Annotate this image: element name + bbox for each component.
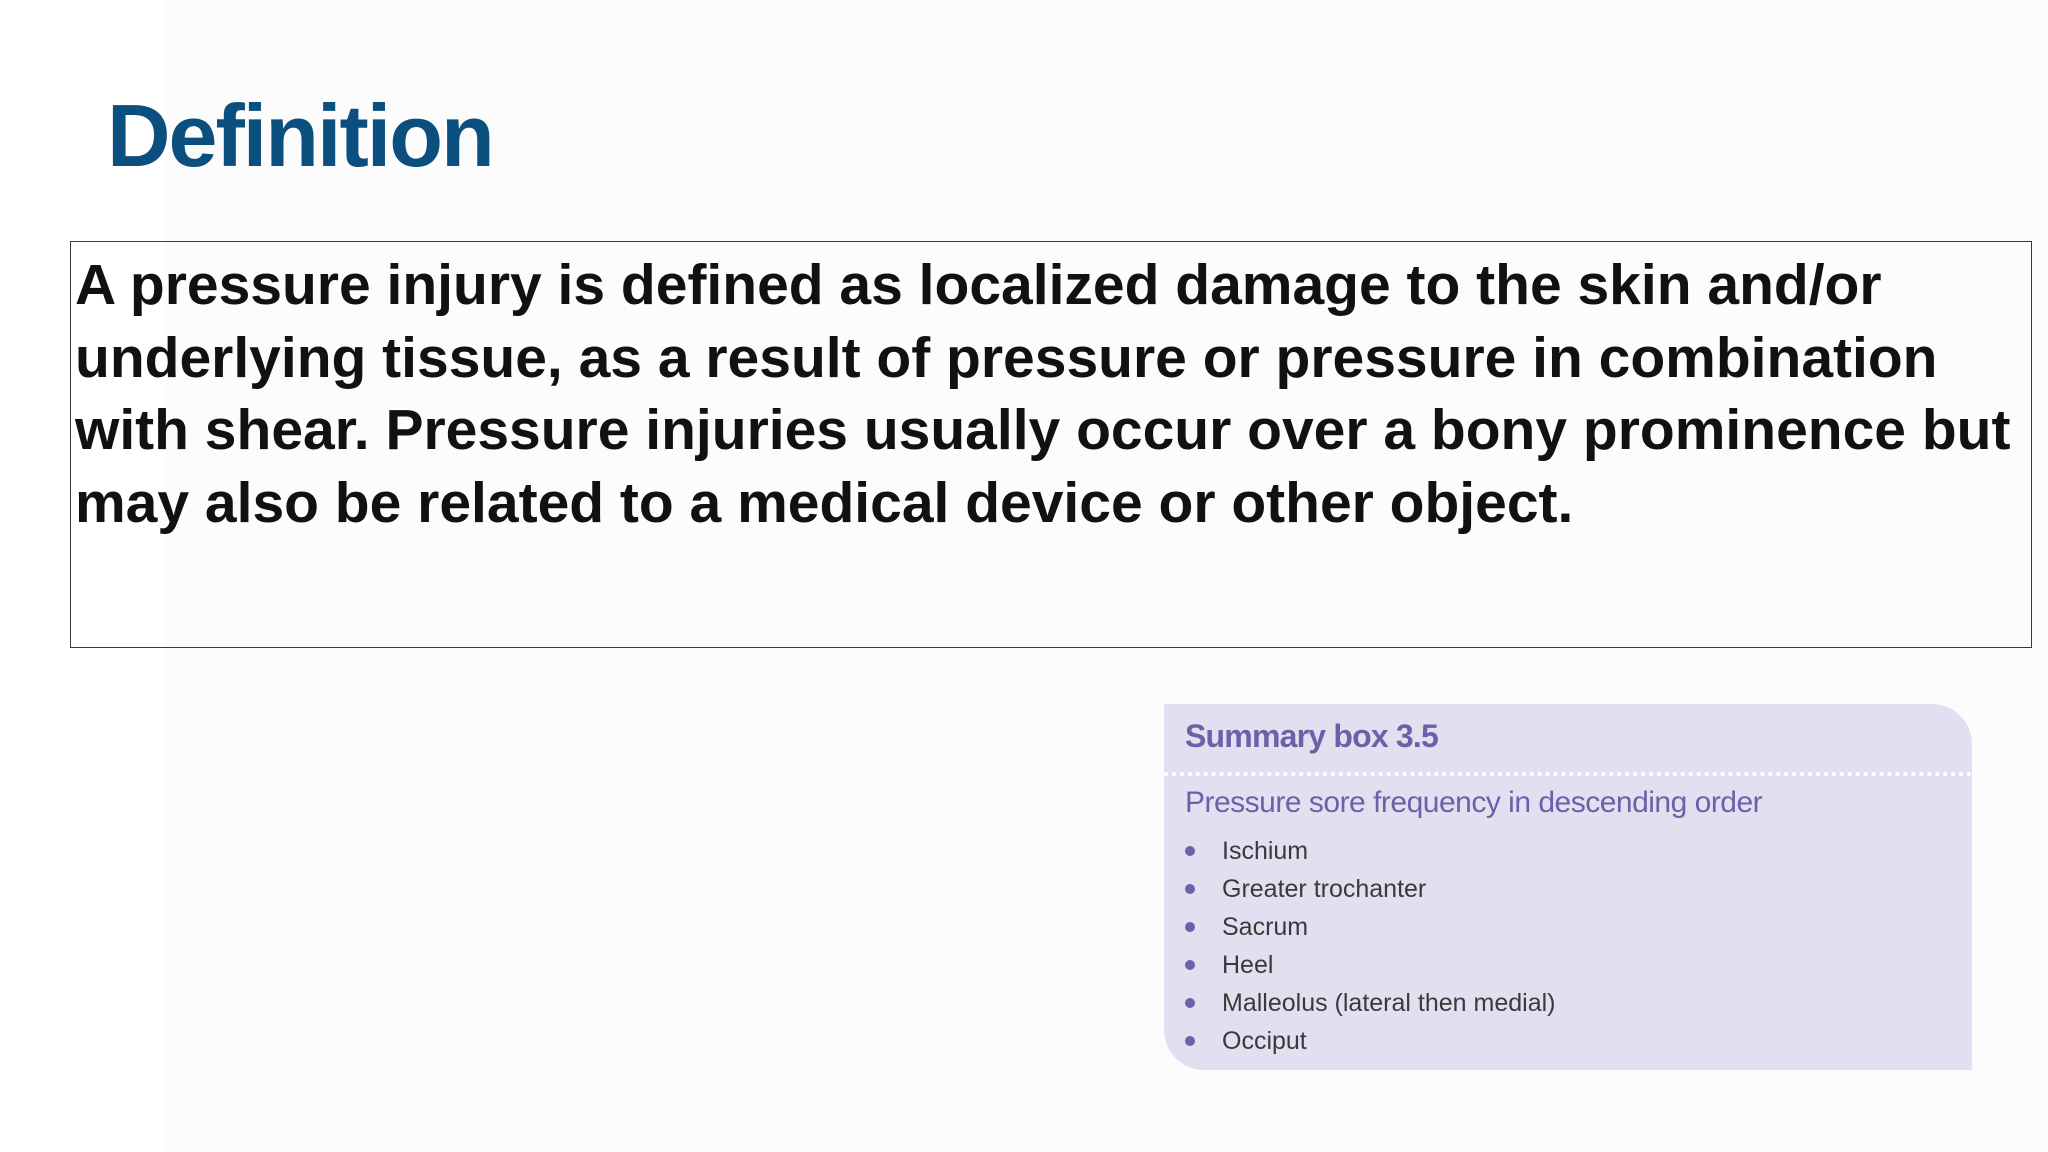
- list-item-label: Heel: [1222, 951, 1274, 979]
- summary-box: [1164, 704, 1972, 1070]
- bullet-icon: [1185, 998, 1195, 1008]
- list-item: [1185, 908, 1555, 946]
- bullet-icon: [1185, 1036, 1195, 1046]
- list-item: [1185, 984, 1555, 1022]
- bullet-icon: [1185, 922, 1195, 932]
- list-item-label: Greater trochanter: [1222, 875, 1427, 903]
- list-item: [1185, 946, 1555, 984]
- list-item-label: Ischium: [1222, 837, 1309, 865]
- bullet-icon: [1185, 884, 1195, 894]
- list-item-label: Malleolus (lateral then medial): [1222, 989, 1556, 1017]
- summary-box-divider: [1164, 772, 1972, 776]
- bullet-icon: [1185, 960, 1195, 970]
- list-item: [1185, 832, 1555, 870]
- summary-box-subtitle: Pressure sore frequency in descending order: [1185, 786, 1763, 819]
- definition-text: A pressure injury is defined as localized damage to the skin and/or underlying tissue, as a result of pressure or pressure in combination with shear. Pressure injuries usually occur over a bony prominence but may also be related to a medical device or other object.: [75, 253, 2011, 535]
- summary-list: [1185, 832, 1555, 1060]
- list-item-label: Sacrum: [1222, 913, 1309, 941]
- list-item: [1185, 870, 1555, 908]
- bullet-icon: [1185, 846, 1195, 856]
- summary-box-title: Summary box 3.5: [1185, 718, 1439, 754]
- list-item-label: Occiput: [1222, 1027, 1307, 1055]
- list-item: [1185, 1022, 1555, 1060]
- slide-title: Definition: [107, 86, 493, 185]
